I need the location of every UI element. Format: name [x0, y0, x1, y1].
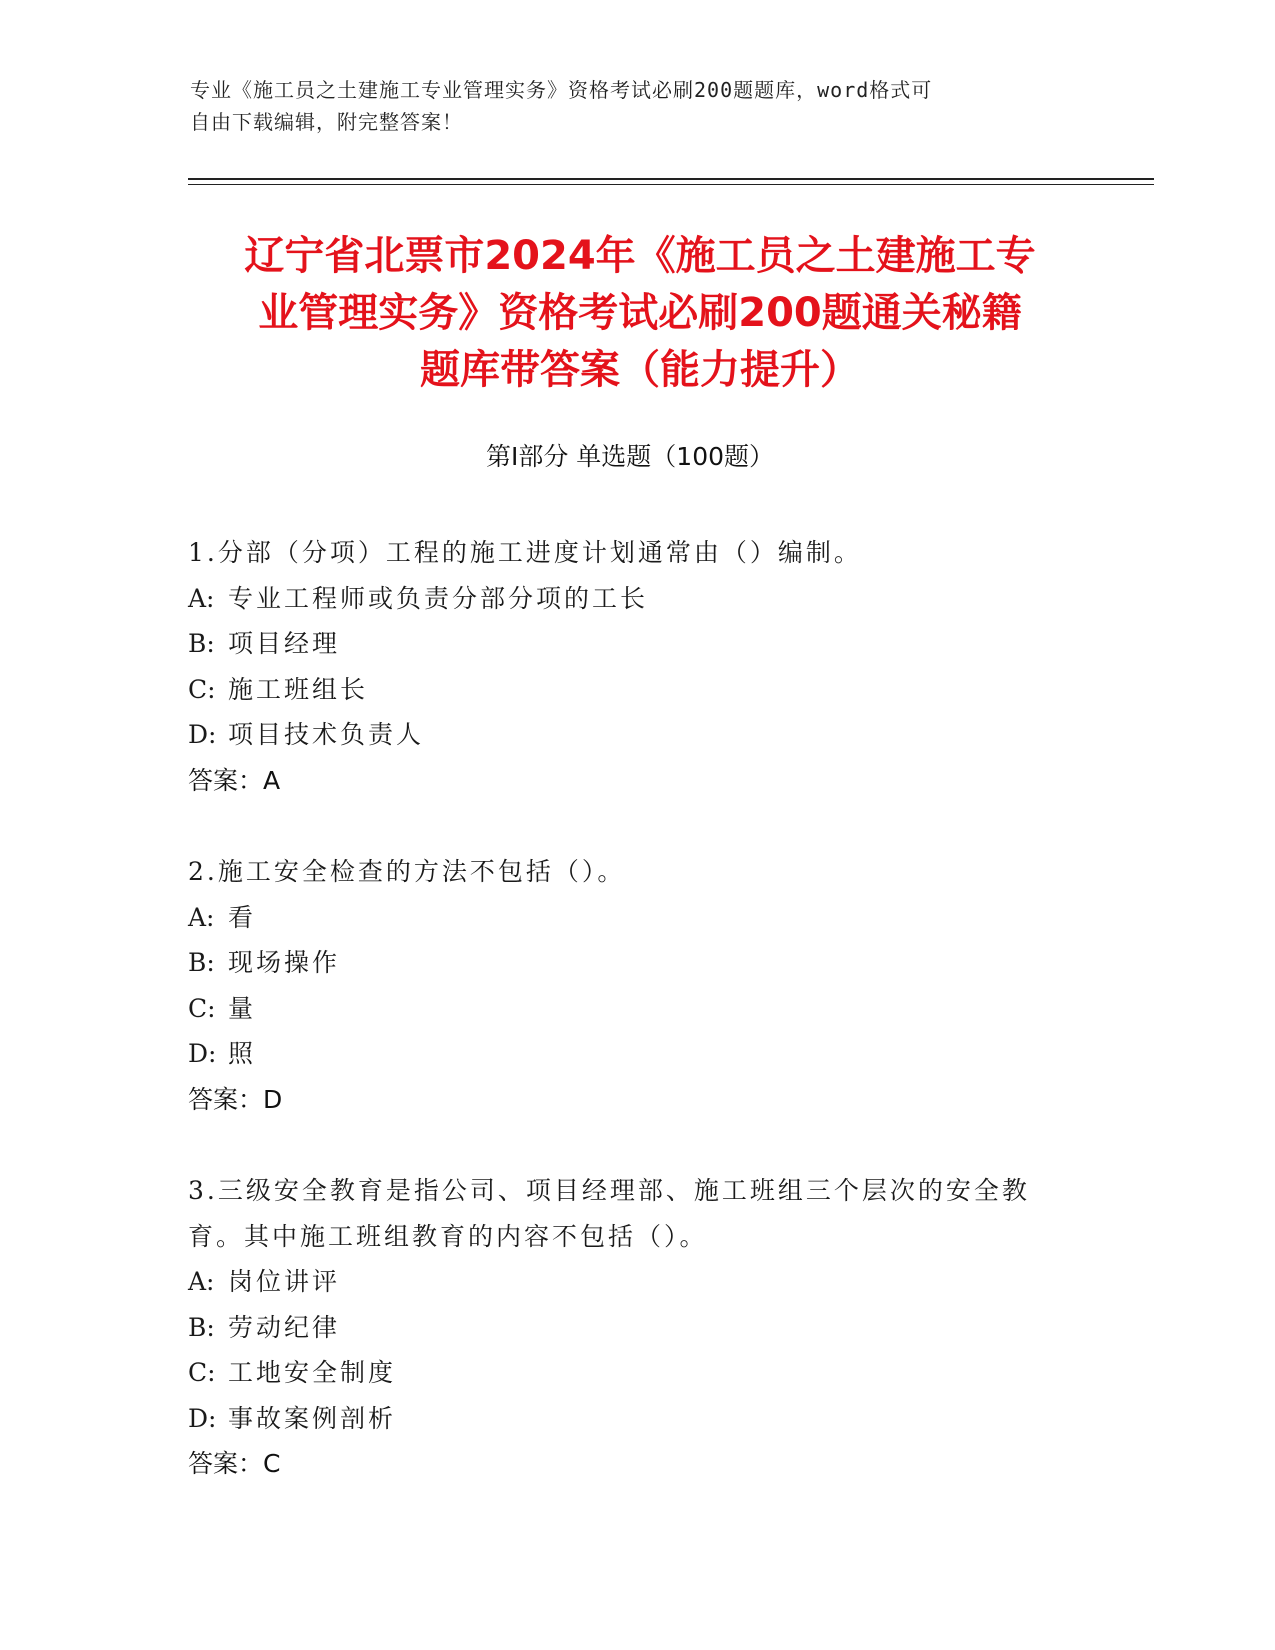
option-key: C:: [188, 1358, 216, 1387]
option-text: 施工班组长: [228, 674, 369, 704]
question-stem: 1.分部（分项）工程的施工进度计划通常由（）编制。: [188, 538, 862, 567]
option-text: 劳动纪律: [228, 1312, 341, 1342]
question-item: [188, 1168, 1068, 1487]
option-c: [188, 667, 1068, 713]
option-key: D:: [188, 1403, 217, 1433]
option-key: B:: [188, 948, 215, 977]
option-text: 照: [228, 1039, 257, 1068]
option-d: [188, 1396, 1068, 1442]
option-key: A:: [188, 902, 215, 932]
question-stem: 3.三级安全教育是指公司、项目经理部、施工班组三个层次的安全教: [188, 1176, 1030, 1205]
option-b: [188, 1305, 1068, 1351]
option-b: [188, 621, 1068, 667]
option-d: [188, 712, 1068, 758]
option-a: [188, 576, 1068, 622]
document-title: [170, 228, 1110, 399]
option-text: 工地安全制度: [228, 1358, 397, 1387]
answer-line: 答案：C: [188, 1449, 281, 1478]
question-item: [188, 530, 1068, 803]
title-line: 题库带答案（能力提升）: [420, 347, 860, 393]
option-c: [188, 1350, 1068, 1396]
option-text: 项目经理: [228, 629, 341, 658]
option-text: 专业工程师或负责分部分项的工长: [228, 583, 649, 613]
option-key: C:: [188, 993, 216, 1023]
section-title: 第I部分 单选题（100题）: [485, 442, 775, 471]
option-key: D:: [188, 1039, 217, 1068]
option-d: [188, 1031, 1068, 1077]
question-stem: 2.施工安全检查的方法不包括（）。: [188, 857, 626, 886]
question-stem-continued: 育。其中施工班组教育的内容不包括（）。: [188, 1221, 708, 1251]
header-note: [190, 74, 1070, 138]
option-a: [188, 1259, 1068, 1305]
question-item: [188, 849, 1068, 1122]
header-divider-thick: [188, 178, 1154, 180]
option-text: 看: [228, 902, 257, 932]
option-text: 事故案例剖析: [228, 1403, 397, 1433]
option-key: D:: [188, 720, 217, 749]
option-a: [188, 895, 1068, 941]
option-text: 量: [228, 993, 257, 1023]
option-text: 现场操作: [228, 948, 341, 977]
answer-line: 答案：D: [188, 1084, 283, 1114]
header-divider-thin: [188, 184, 1154, 185]
answer-line: 答案：A: [188, 765, 281, 795]
option-c: [188, 986, 1068, 1032]
option-key: A:: [188, 1267, 215, 1296]
header-note-line: 自由下载编辑，附完整答案！: [190, 110, 463, 134]
option-key: B:: [188, 629, 215, 658]
option-b: [188, 940, 1068, 986]
title-line: 辽宁省北票市2024年《施工员之土建施工专: [244, 233, 1036, 279]
question-list: [188, 530, 1068, 1533]
header-note-line: 专业《施工员之土建施工专业管理实务》资格考试必刷200题题库，word格式可: [190, 78, 933, 102]
option-key: B:: [188, 1312, 215, 1342]
option-key: C:: [188, 674, 216, 704]
option-key: A:: [188, 583, 215, 613]
title-line: 业管理实务》资格考试必刷200题通关秘籍: [258, 290, 1022, 336]
option-text: 项目技术负责人: [228, 720, 425, 749]
option-text: 岗位讲评: [228, 1267, 341, 1296]
